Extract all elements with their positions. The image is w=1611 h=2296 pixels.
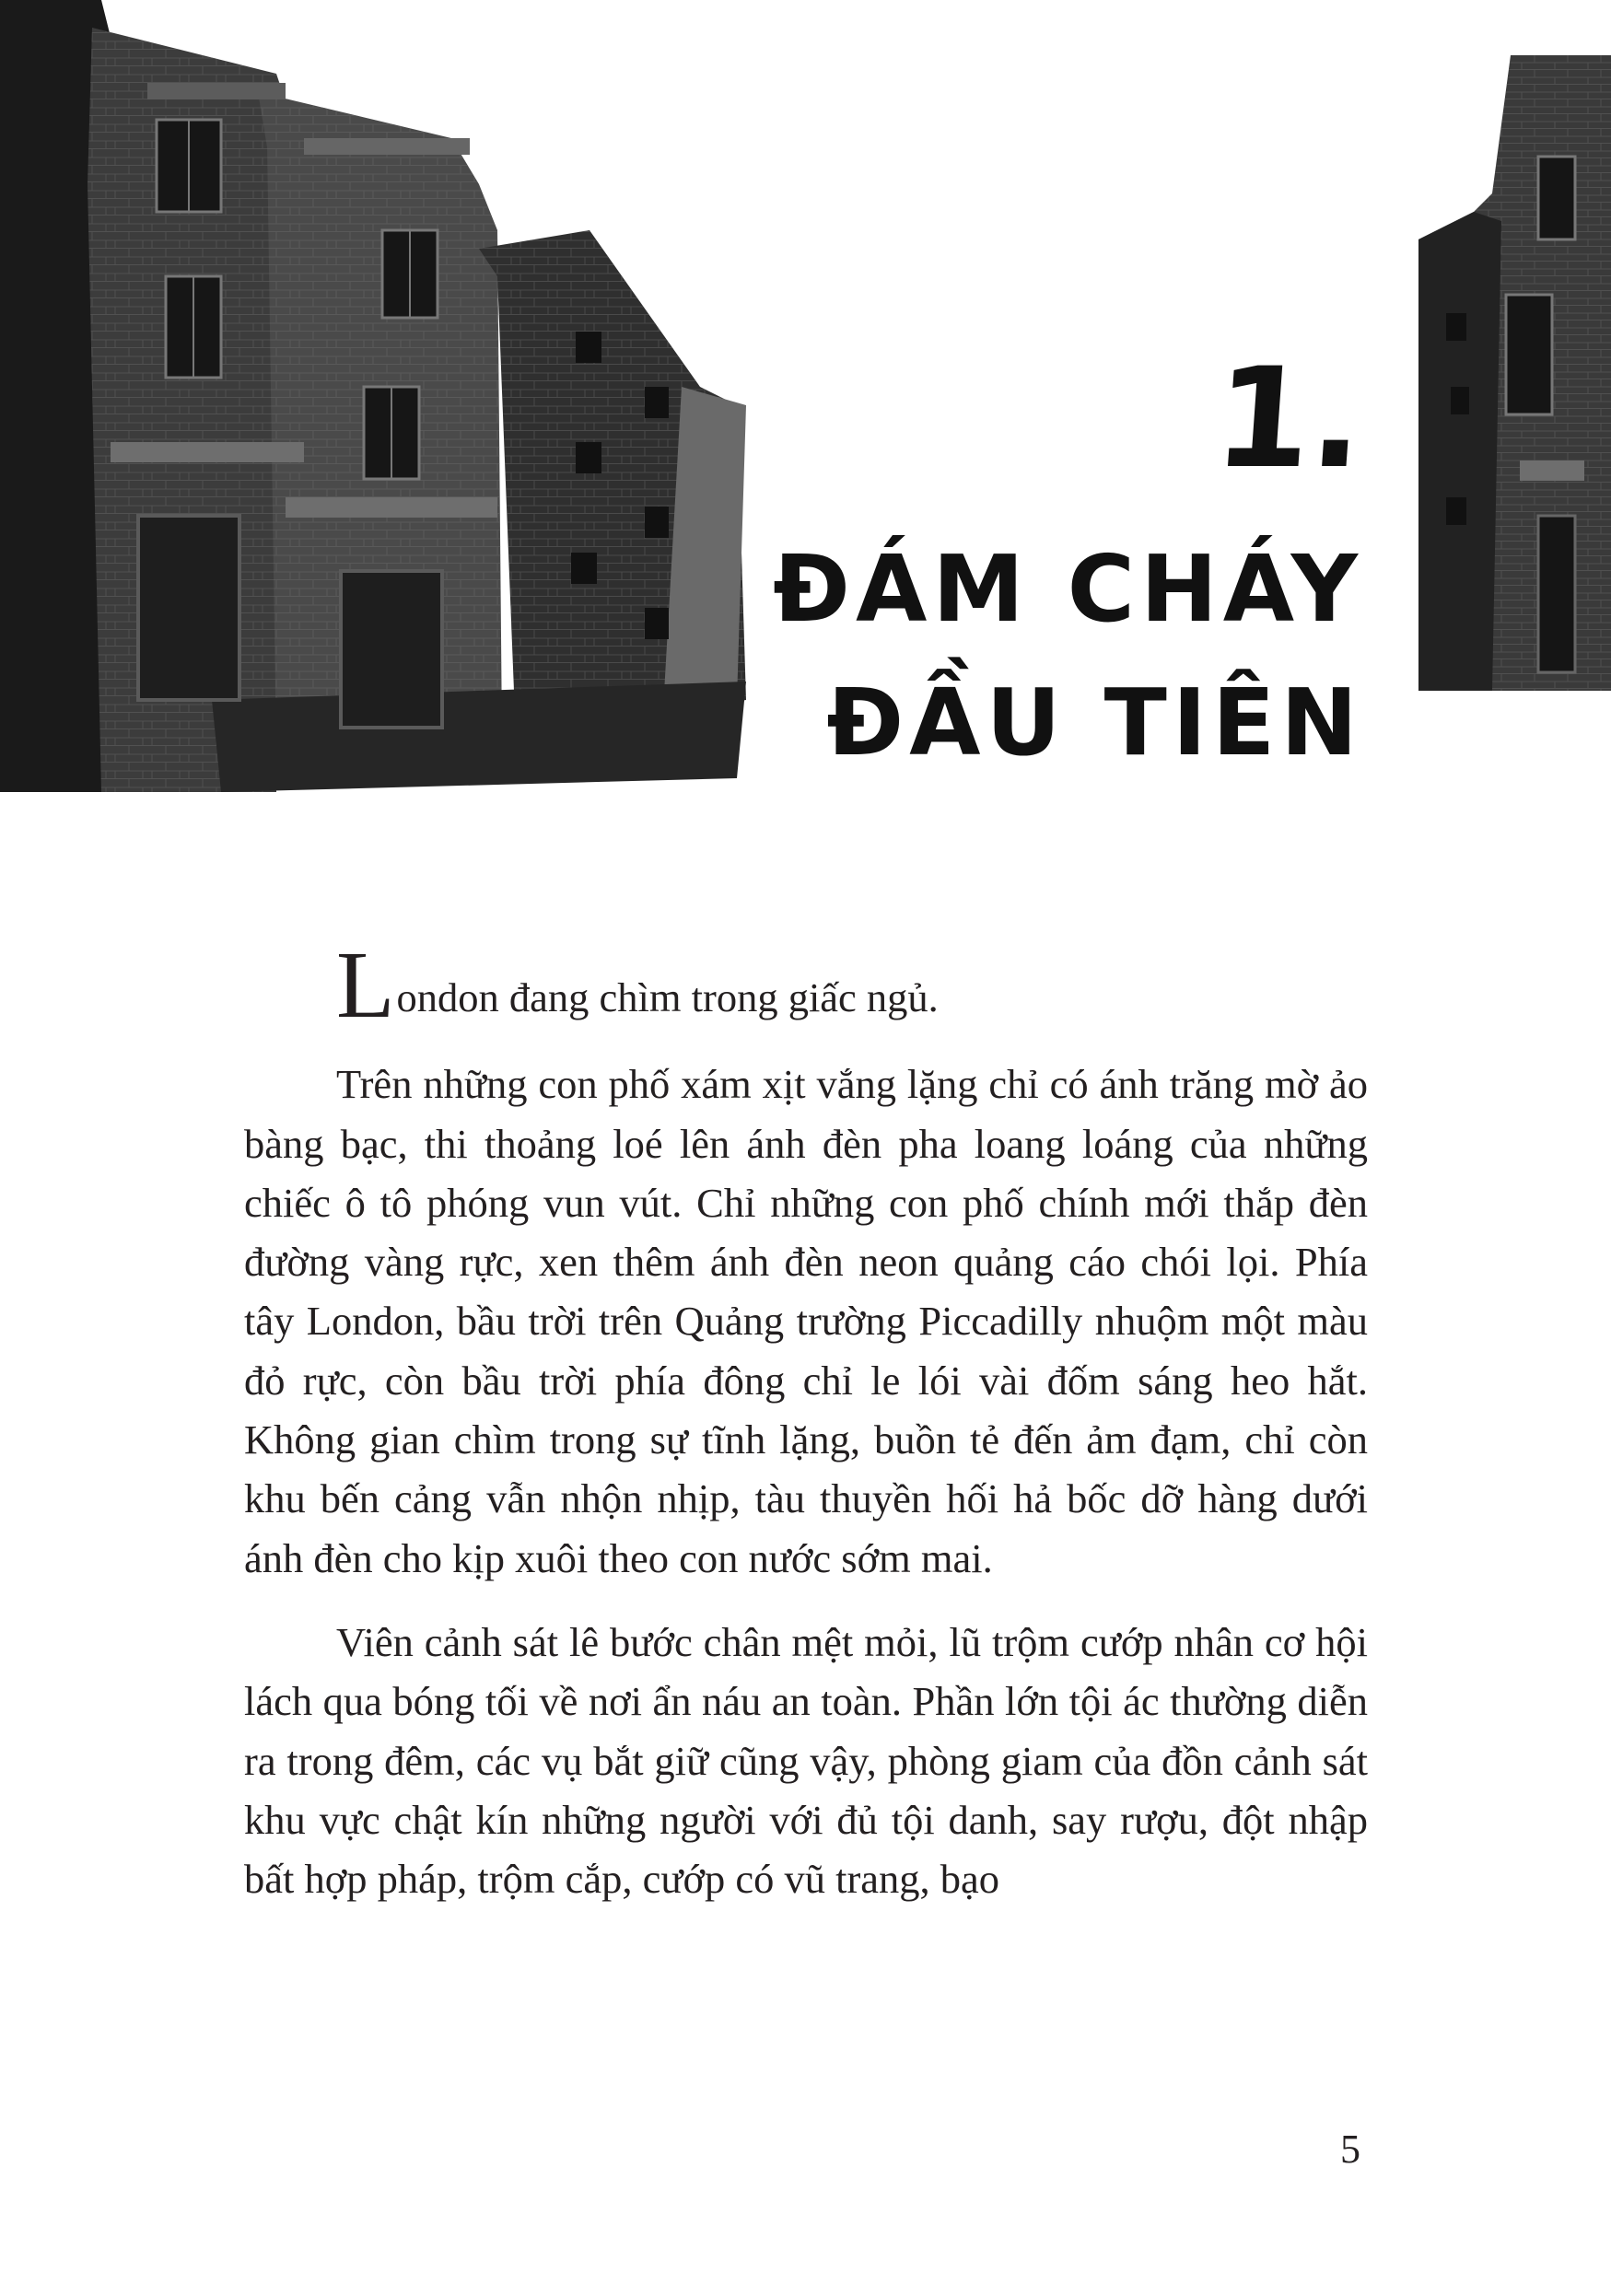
buildings-illustration-left xyxy=(0,0,755,792)
paragraph-3: Viên cảnh sát lê bước chân mệt mỏi, lũ trộm cướp nhân cơ hội lách qua bóng tối về nơi ẩn náu an toàn. Phần lớn tội ác thường diễn ra trong đêm, các vụ bắt giữ cũng vậy, phòng giam của đồn cảnh sát khu vực chật kín những người với đủ tội danh, say rượu, đột nhập bất hợp pháp, trộm cắp, cướp có vũ trang, bạo xyxy=(244,1618,1368,1903)
chapter-title-line-2: ĐẦU TIÊN xyxy=(826,669,1363,776)
body-text xyxy=(244,932,1368,1933)
chapter-number: 1. xyxy=(1208,339,1370,499)
drop-cap: L xyxy=(336,932,395,1038)
page-number: 5 xyxy=(1340,2127,1360,2172)
paragraph-1 xyxy=(244,932,1368,1038)
chapter-heading xyxy=(773,339,1382,783)
paragraph-1-text: ondon đang chìm trong giấc ngủ. xyxy=(396,974,939,1020)
chapter-title-line-1: ĐÁM CHÁY xyxy=(773,535,1363,643)
paragraph-2: Trên những con phố xám xịt vắng lặng chỉ có ánh trăng mờ ảo bàng bạc, thi thoảng loé lên ánh đèn pha loang loáng của những chiếc ô tô phóng vun vút. Chỉ những con phố chính mới thắp đèn đường vàng rực, xen thêm ánh đèn neon quảng cáo chói lọi. Phía tây London, bầu trời trên Quảng trường Piccadilly nhuộm một màu đỏ rực, còn bầu trời phía đông chỉ le lói vài đốm sáng heo hắt. Không gian chìm trong sự tĩnh lặng, buồn tẻ đến ảm đạm, chỉ còn khu bến cảng vẫn nhộn nhịp, tàu thuyền hối hả bốc dỡ hàng dưới ánh đèn cho kịp xuôi theo con nước sớm mai. xyxy=(244,1061,1368,1581)
buildings-illustration-right xyxy=(1418,55,1611,691)
